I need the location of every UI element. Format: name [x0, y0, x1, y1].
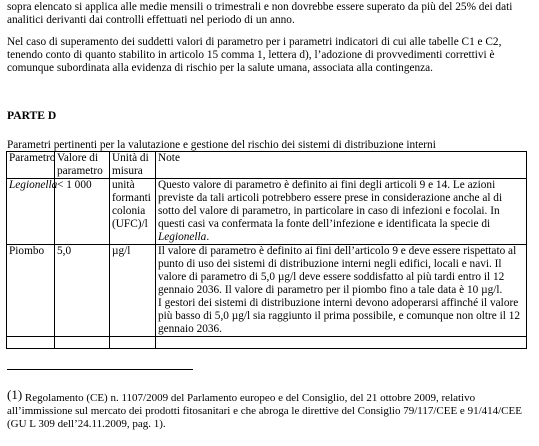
intro-paragraph-2: Nel caso di superamento dei suddetti valori di parametro per i parametri indicatori di cui alle tabelle C1 e C2, tenendo conto di quanto stabilito in articolo 15 comma 1, lettera d), l’adozione di provvedimenti correttivi è comunque subordinata alla evidenza di rischio per la salute umana, associata alla contingenza.: [7, 36, 502, 74]
cell-empty: [110, 337, 156, 349]
header-note: Note: [156, 152, 527, 179]
note-paragraph-2: I gestori dei sistemi di distribuzione interni devono adoperarsi affinché il valore più basso di 5,0 µg/l sia raggiunto il prima possibile, e comunque non oltre il 12 gennaio 2036.: [158, 297, 521, 335]
cell-note: [156, 245, 527, 337]
cell-value: 5,0: [55, 245, 110, 337]
table-row-legionella: [7, 179, 527, 245]
footnote-text: Regolamento (CE) n. 1107/2009 del Parlamento europeo e del Consiglio, del 21 ottobre 2009, relativo all’immissione sul mercato dei prodotti fitosanitari e che abroga le direttive del Consiglio 79/117/CEE e 91/414/CEE (GU L 309 dell’24.11.2009, pag. 1).: [7, 392, 522, 430]
table-row-piombo: [7, 245, 527, 337]
cell-empty: [55, 337, 110, 349]
cell-unit: unità formanti colonia (UFC)/l: [110, 179, 156, 245]
header-unita: Unità di misura: [110, 152, 156, 179]
section-heading: PARTE D: [7, 109, 57, 122]
note-species: Legionella: [158, 231, 207, 243]
cell-parameter: [7, 179, 58, 245]
parameters-table: [6, 151, 527, 349]
cell-empty: [156, 337, 527, 349]
table-row-empty: [7, 337, 527, 349]
note-paragraph-1: Il valore di parametro è definito ai fini dell’articolo 9 e deve essere rispettato al punto di uso dei sistemi di distribuzione interni negli edifici, locali e navi. Il valore di parametro di 5,0 µg/l deve essere soddisfatto al più tardi entro il 12 gennaio 2036. Il valore di parametro per il piombo fino a tale data è 10 µg/l.: [158, 245, 517, 296]
cell-note: [156, 179, 527, 245]
footnote: [7, 388, 535, 431]
cell-value: < 1 000: [55, 179, 110, 245]
footnote-marker: (1): [7, 387, 23, 402]
table-header-row: [7, 152, 527, 179]
note-end: .: [206, 231, 210, 243]
cell-parameter: Piombo: [7, 245, 55, 337]
parameter-name: Legionella: [9, 179, 58, 191]
footnote-divider: [7, 369, 193, 370]
cell-empty: [7, 337, 55, 349]
header-valore: Valore di parametro: [55, 152, 110, 179]
note-text: Questo valore di parametro è definito ai fini degli articoli 9 e 14. Le azioni previste da tali articoli potrebbero essere prese in considerazione anche al di sotto del valore di parametro, in particolare in caso di infezioni e focolai. In questi casi va confermata la fonte dell’infezione e identificata la specie di: [158, 179, 503, 230]
table-caption: Parametri pertinenti per la valutazione e gestione del rischio dei sistemi di distribuzione interni: [7, 139, 436, 151]
header-parametro: Parametro: [7, 152, 55, 179]
intro-paragraph-1: sopra elencato si applica alle medie mensili o trimestrali e non dovrebbe essere superato da più del 25% dei dati analitici derivanti dai controlli effettuati nel periodo di un anno.: [7, 1, 513, 26]
cell-unit: µg/l: [110, 245, 156, 337]
